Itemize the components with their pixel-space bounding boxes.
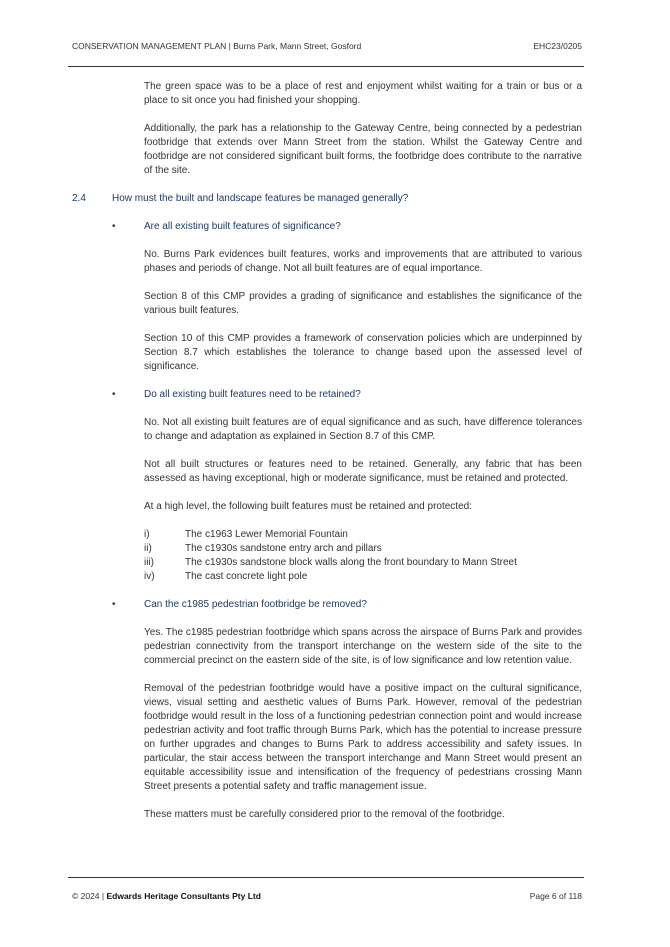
list-index: ii): [144, 543, 152, 554]
footer-company: Edwards Heritage Consultants Pty Ltd: [106, 891, 261, 901]
paragraph: Section 10 of this CMP provides a framework of conservation policies which are underpinned by Section 8.7 which establishes the tolerance to change based upon the assessed level of significance.: [144, 333, 582, 372]
paragraph: Removal of the pedestrian footbridge would have a positive impact on the cultural significance, views, visual setting and aesthetic values of Burns Park. However, removal of the pedestrian footbridge would result in the loss of a functioning pedestrian connection point and would increase pedestrian activity and foot traffic through Burns Park, which has the potential to increase pressure on further upgrades and changes to Burns Park to address accessibility and safety issues. In particular, the stair access between the transport interchange and Mann Street would present an equitable accessibility issue and intensification of the frequency of pedestrians crossing Mann Street presents a potential safety and traffic management issue.: [144, 683, 582, 792]
list-item: [144, 542, 582, 556]
paragraph: Yes. The c1985 pedestrian footbridge which spans across the airspace of Burns Park and provides pedestrian connectivity from the transport interchange on the western side of the site to the commercial precinct on the eastern side of the site, is of low significance and low retention value.: [144, 627, 582, 666]
question-title: Can the c1985 pedestrian footbridge be removed?: [144, 599, 367, 610]
list-text: The c1963 Lewer Memorial Fountain: [185, 529, 348, 540]
footer-copyright: © 2024 |: [72, 891, 105, 901]
section-heading: [72, 192, 582, 206]
paragraph: Section 8 of this CMP provides a grading of significance and establishes the significance of the various built features.: [144, 291, 582, 316]
section-number: 2.4: [72, 193, 86, 204]
paragraph-gateway-centre: Additionally, the park has a relationship to the Gateway Centre, being connected by a pedestrian footbridge that extends over Mann Street from the station. Whilst the Gateway Centre and footbridge are not considered significant built forms, the footbridge does contribute to the narrative of the site.: [144, 123, 582, 176]
list-item: [144, 570, 582, 584]
list-item: [144, 528, 582, 542]
retained-features-list: [144, 528, 582, 584]
bullet-icon: •: [112, 599, 116, 610]
paragraph: No. Not all existing built features are of equal significance and as such, have difference tolerances to change and adaptation as explained in Section 8.7 of this CMP.: [144, 417, 582, 442]
list-index: i): [144, 529, 150, 540]
footer-copyright-line: [72, 891, 261, 901]
list-text: The c1930s sandstone entry arch and pillars: [185, 543, 382, 554]
list-text: The c1930s sandstone block walls along the front boundary to Mann Street: [185, 557, 517, 568]
paragraph: These matters must be carefully considered prior to the removal of the footbridge.: [144, 809, 505, 820]
question-heading-retained: [112, 388, 582, 402]
header-rule: [68, 66, 584, 67]
question-title: Do all existing built features need to be retained?: [144, 389, 361, 400]
section-title: How must the built and landscape features be managed generally?: [112, 193, 409, 204]
question-heading-footbridge: [112, 598, 582, 612]
paragraph: No. Burns Park evidences built features, works and improvements that are attributed to various phases and periods of change. Not all built features are of equal importance.: [144, 249, 582, 274]
header-document-code: EHC23/0205: [533, 41, 582, 51]
question-title: Are all existing built features of significance?: [144, 221, 341, 232]
paragraph: Not all built structures or features need to be retained. Generally, any fabric that has been assessed as having exceptional, high or moderate significance, must be retained and protected.: [144, 459, 582, 484]
list-index: iii): [144, 557, 154, 568]
question-heading-significance: [112, 220, 582, 234]
header-document-title: CONSERVATION MANAGEMENT PLAN | Burns Park, Mann Street, Gosford: [72, 41, 362, 51]
bullet-icon: •: [112, 221, 116, 232]
paragraph: At a high level, the following built features must be retained and protected:: [144, 501, 472, 512]
footer-rule: [68, 877, 584, 878]
bullet-icon: •: [112, 389, 116, 400]
footer-page-number: Page 6 of 118: [529, 891, 582, 901]
page-footer: [72, 891, 582, 901]
list-index: iv): [144, 571, 155, 582]
page-header: [72, 41, 582, 51]
paragraph-green-space: The green space was to be a place of rest and enjoyment whilst waiting for a train or bus or a place to sit once you had finished your shopping.: [144, 81, 582, 106]
list-item: [144, 556, 582, 570]
page-content: [0, 80, 670, 822]
list-text: The cast concrete light pole: [185, 571, 308, 582]
